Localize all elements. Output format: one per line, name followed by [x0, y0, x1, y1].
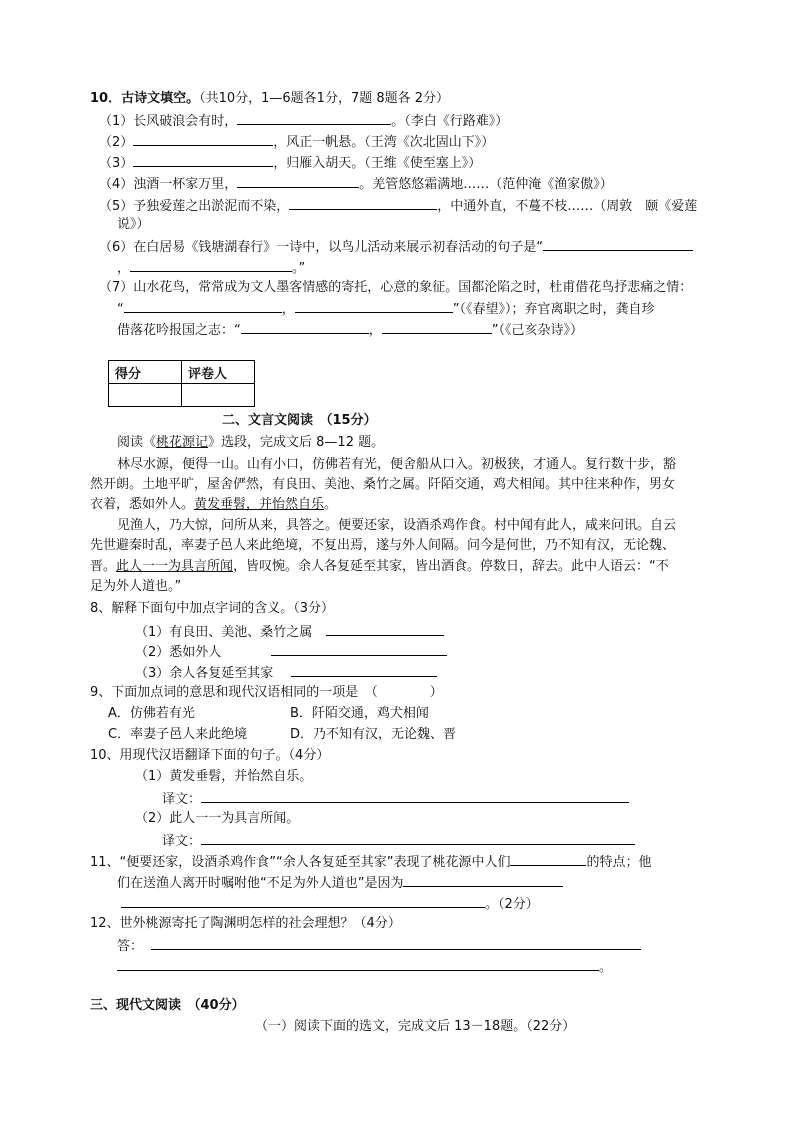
q10-4-source: 。羌管悠悠霜满地……（范仲淹《渔家傲》）	[359, 177, 613, 192]
q8-3-text: （3）余人各复延至其家	[135, 666, 274, 681]
q9-option-d[interactable]: D．乃不知有汉，无论魏、晋	[290, 727, 457, 742]
q10-item-1	[99, 111, 508, 131]
q11-line1	[90, 852, 652, 872]
answer-blank[interactable]	[403, 873, 563, 887]
answer-blank[interactable]	[201, 831, 635, 845]
text-title: 桃花源记	[156, 435, 209, 450]
translation-label: 译文：	[162, 834, 202, 849]
q12-answer-line2	[117, 957, 612, 977]
score-cell[interactable]	[109, 384, 182, 407]
intro-text: 阅读《	[117, 435, 157, 450]
q10-7-line3	[117, 320, 583, 340]
section3-subtitle: （一）阅读下面的选文，完成文后 13－18题。（22分）	[255, 1019, 576, 1034]
answer-blank[interactable]	[271, 642, 447, 656]
grader-header: 评卷人	[182, 361, 255, 384]
answer-blank[interactable]	[151, 936, 641, 950]
q11-text2: 的特点；他	[586, 855, 652, 870]
q10-7-text2: 借落花吟报国之志：“	[117, 323, 241, 338]
q10-item-6	[99, 237, 693, 257]
answer-blank[interactable]	[291, 663, 437, 677]
q10-2-text: ，风正一帆悬。（王湾《次北固山下》）	[273, 135, 495, 150]
q10-4-text: （4）浊酒一杯家万里，	[99, 177, 238, 192]
q10-1-source: 。（李白《行路难》）	[391, 114, 509, 129]
answer-blank[interactable]	[510, 852, 586, 866]
underlined-sentence: 此人一一为具言所闻	[116, 559, 234, 574]
answer-blank[interactable]	[237, 111, 391, 125]
answer-blank[interactable]	[130, 258, 292, 272]
q10-3-text: ，归雁入胡天。（王维《使至塞上》）	[273, 156, 482, 171]
translation-1	[162, 789, 629, 809]
q9-option-c[interactable]: C．率妻子邑人来此绝境	[108, 727, 248, 742]
translation-label: 译文：	[162, 792, 202, 807]
passage-line: 然开朗。土地平旷，屋舍俨然，有良田、美池、桑竹之属。阡陌交通，鸡犬相闻。其中往来种作，男女	[90, 477, 676, 492]
answer-blank[interactable]	[201, 789, 629, 803]
q12-answer-line1	[117, 936, 641, 956]
q10-note: （共10分，1—6题各1分，7题 8题各 2分）	[199, 91, 450, 106]
answer-blank[interactable]	[241, 320, 369, 334]
passage-text: 衣着，悉如外人。	[90, 497, 195, 512]
comma: ，	[368, 323, 382, 338]
answer-blank[interactable]	[326, 622, 444, 636]
q10-item-7: （7）山水花鸟，常常成为文人墨客情感的寄托，心意的象征。国都沦陷之时，杜甫借花鸟抒悲痛之情：	[99, 280, 693, 295]
q10-6-text: （6）在白居易《钱塘湖春行》一诗中，以鸟儿活动来展示初春活动的句子是“	[99, 240, 544, 255]
q10-5-source: ，中通外直，不蔓不枝……（周敦 颐《爱莲	[437, 199, 698, 214]
passage-text: 晋。	[90, 559, 117, 574]
grader-cell[interactable]	[182, 384, 255, 407]
q10-7-line2	[117, 299, 655, 319]
q9-option-a[interactable]: A．仿佛若有光	[108, 706, 195, 721]
q10-6-end: 。”	[292, 261, 306, 276]
q10-translate-prompt: 10、用现代汉语翻译下面的句子。（4分）	[90, 748, 330, 763]
section2-title: 二、文言文阅读 （15分）	[222, 413, 377, 428]
q10-5-text: （5）予独爱莲之出淤泥而不染，	[99, 199, 290, 214]
passage-line	[90, 496, 337, 514]
quote-open: “	[117, 302, 124, 317]
q10-item-5	[99, 196, 697, 216]
q9-option-b[interactable]: B．阡陌交通，鸡犬相闻	[290, 706, 429, 721]
intro-text2: 》选段，完成文后 8—12 题。	[208, 435, 385, 450]
passage-text: 。	[324, 497, 338, 512]
answer-blank[interactable]	[133, 132, 273, 146]
score-header: 得分	[109, 361, 182, 384]
q11-line3	[121, 894, 539, 914]
passage-text: ，皆叹惋。余人各复延至其家，皆出酒食。停数日，辞去。此中人语云：“不	[233, 559, 669, 574]
comma: ，	[281, 302, 295, 317]
period: 。	[599, 960, 613, 975]
q10-item-3	[99, 153, 481, 173]
q10-translate-1: （1）黄发垂髫，并怡然自乐。	[135, 769, 313, 784]
q10-3-num: （3）	[99, 156, 134, 171]
underlined-sentence: 黄发垂髫，并怡然自乐	[194, 497, 325, 512]
answer-blank[interactable]	[289, 196, 437, 210]
q10-item-4	[99, 174, 613, 194]
s2-intro	[117, 434, 384, 452]
passage-line: 林尽水源，便得一山。山有小口，仿佛若有光，便舍船从口入。初极狭，才通人。复行数十步，豁	[117, 457, 677, 472]
translation-2	[162, 831, 635, 851]
answer-blank[interactable]	[133, 153, 273, 167]
q10-7-source2: ”（《己亥杂诗》）	[491, 323, 584, 338]
answer-label: 答：	[117, 939, 144, 954]
q8-1-text: （1）有良田、美池、桑竹之属	[135, 625, 313, 640]
q10-5-cont: 说》）	[117, 217, 150, 232]
q10-1-text: （1）长风破浪会有时，	[99, 114, 238, 129]
q10-6-cont	[117, 258, 305, 278]
q10-heading	[90, 90, 449, 108]
passage-line	[90, 558, 669, 576]
q8-prompt: 8、解释下面句中加点字词的含义。（3分）	[90, 601, 335, 616]
q11-text3: 们在送渔人离开时嘱咐他“不足为外人道也”是因为	[117, 876, 404, 891]
q8-item-3	[135, 663, 437, 683]
score-table	[108, 360, 255, 407]
q11-score: 。（2分）	[485, 897, 539, 912]
q11-line2	[117, 873, 563, 893]
q12-prompt: 12、世外桃源寄托了陶渊明怎样的社会理想？（4分）	[90, 916, 401, 931]
passage-line: 足为外人道也。”	[90, 579, 182, 594]
q10-title: 10．古诗文填空。	[90, 91, 200, 106]
q10-translate-2: （2）此人一一为具言所闻。	[135, 811, 300, 826]
answer-blank[interactable]	[295, 299, 453, 313]
q10-7-source: ”（《春望》）；弃官离职之时，龚自珍	[452, 302, 655, 317]
comma: ，	[117, 261, 131, 276]
q8-item-2	[135, 642, 447, 662]
answer-blank[interactable]	[124, 299, 282, 313]
q8-2-text: （2）悉如外人	[135, 645, 222, 660]
answer-blank[interactable]	[543, 237, 693, 251]
answer-blank[interactable]	[117, 957, 599, 971]
q10-2-num: （2）	[99, 135, 134, 150]
section3-title: 三、现代文阅读 （40分）	[90, 998, 245, 1013]
passage-line: 见渔人，乃大惊，问所从来，具答之。便要还家，设酒杀鸡作食。村中闻有此人，咸来问讯。自云	[117, 518, 677, 533]
q11-text: 11、“便要还家，设酒杀鸡作食”“余人各复延至其家”表现了桃花源中人们	[90, 855, 511, 870]
q10-item-2	[99, 132, 494, 152]
answer-blank[interactable]	[237, 174, 359, 188]
q9-prompt: 9、下面加点词的意思和现代汉语相同的一项是 （ ）	[90, 685, 443, 700]
answer-blank[interactable]	[121, 894, 485, 908]
answer-blank[interactable]	[382, 320, 492, 334]
q8-item-1	[135, 622, 444, 642]
passage-line: 先世避秦时乱，率妻子邑人来此绝境，不复出焉，遂与外人间隔。问今是何世，乃不知有汉，无论魏、	[90, 538, 676, 553]
